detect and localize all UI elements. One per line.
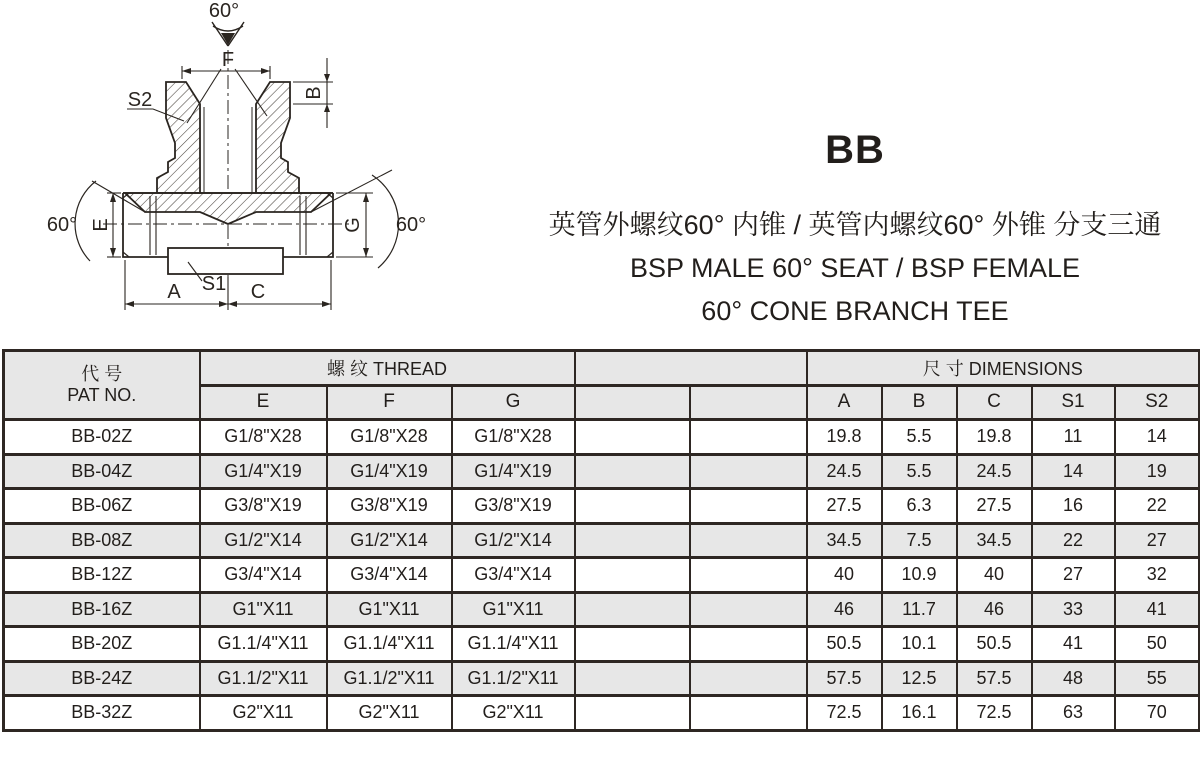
subtitles	[510, 204, 1200, 333]
cell-dim-a: 57.5	[807, 661, 882, 696]
cell-thread-g: G1"X11	[452, 592, 575, 627]
cell-dim-s2: 50	[1115, 627, 1200, 662]
header-pat-no-en: PAT NO.	[67, 385, 137, 405]
header-col-c: C	[957, 385, 1032, 420]
dim-label-e: E	[90, 218, 112, 232]
cell-dim-a: 24.5	[807, 454, 882, 489]
cell-blank-1	[575, 420, 690, 455]
cell-thread-e: G1/2"X14	[200, 523, 327, 558]
cell-thread-e: G1"X11	[200, 592, 327, 627]
cell-pat-no: BB-32Z	[4, 696, 200, 731]
cell-dim-c: 40	[957, 558, 1032, 593]
title-block	[510, 128, 1200, 333]
cell-thread-f: G2"X11	[327, 696, 452, 731]
header-col-s2: S2	[1115, 385, 1200, 420]
cell-dim-b: 12.5	[882, 661, 957, 696]
cell-thread-e: G1/8"X28	[200, 420, 327, 455]
header-col-blank-1	[575, 385, 690, 420]
cell-dim-c: 57.5	[957, 661, 1032, 696]
subtitle-chinese: 英管外螺纹60° 内锥 / 英管内螺纹60° 外锥 分支三通	[548, 210, 1162, 240]
cell-thread-e: G1.1/4"X11	[200, 627, 327, 662]
header-col-blank-2	[690, 385, 807, 420]
cell-thread-f: G1/8"X28	[327, 420, 452, 455]
cell-dim-s2: 14	[1115, 420, 1200, 455]
cell-blank-1	[575, 696, 690, 731]
cell-dim-c: 34.5	[957, 523, 1032, 558]
table-row	[4, 696, 1200, 731]
cell-dim-s1: 22	[1032, 523, 1115, 558]
branch-wall-left	[157, 82, 200, 193]
dim-center-arrow-right	[228, 301, 237, 307]
cell-dim-a: 50.5	[807, 627, 882, 662]
table-row	[4, 627, 1200, 662]
cell-thread-f: G1/2"X14	[327, 523, 452, 558]
cell-dim-b: 5.5	[882, 420, 957, 455]
cell-thread-g: G2"X11	[452, 696, 575, 731]
cell-thread-f: G1.1/2"X11	[327, 661, 452, 696]
cell-dim-c: 72.5	[957, 696, 1032, 731]
cell-dim-s1: 16	[1032, 489, 1115, 524]
header-blank-group	[575, 351, 807, 386]
cell-blank-1	[575, 558, 690, 593]
series-title: BB	[825, 128, 885, 172]
header-row-groups	[4, 351, 1200, 386]
header-pat-no	[4, 351, 200, 420]
cell-dim-c: 19.8	[957, 420, 1032, 455]
cell-dim-b: 10.1	[882, 627, 957, 662]
header-col-e: E	[200, 385, 327, 420]
cell-thread-g: G3/8"X19	[452, 489, 575, 524]
cell-dim-s2: 27	[1115, 523, 1200, 558]
dim-center-arrow-left	[219, 301, 228, 307]
dim-label-f: F	[221, 49, 235, 71]
cell-dim-b: 5.5	[882, 454, 957, 489]
cell-thread-e: G1.1/2"X11	[200, 661, 327, 696]
table-row	[4, 558, 1200, 593]
cell-thread-f: G3/8"X19	[327, 489, 452, 524]
cell-thread-e: G3/4"X14	[200, 558, 327, 593]
header-thread-group: 螺 纹 THREAD	[200, 351, 575, 386]
cell-thread-g: G1/8"X28	[452, 420, 575, 455]
cone-extension-right	[311, 170, 392, 212]
cell-pat-no: BB-24Z	[4, 661, 200, 696]
subtitle-english-2: 60° CONE BRANCH TEE	[701, 296, 1009, 326]
cell-dim-s1: 33	[1032, 592, 1115, 627]
cell-dim-s1: 63	[1032, 696, 1115, 731]
cell-thread-g: G1/4"X19	[452, 454, 575, 489]
cell-pat-no: BB-12Z	[4, 558, 200, 593]
dim-g-arrow-bottom	[363, 248, 369, 257]
dim-c-arrow-right	[322, 301, 331, 307]
cell-dim-s1: 11	[1032, 420, 1115, 455]
table-row	[4, 420, 1200, 455]
header-col-f: F	[327, 385, 452, 420]
cell-thread-e: G3/8"X19	[200, 489, 327, 524]
cell-blank-2	[690, 523, 807, 558]
dim-f-arrow-right	[261, 68, 270, 74]
cell-blank-2	[690, 627, 807, 662]
cell-pat-no: BB-04Z	[4, 454, 200, 489]
cell-dim-a: 40	[807, 558, 882, 593]
cell-dim-s2: 41	[1115, 592, 1200, 627]
angle-label-left: 60°	[46, 214, 78, 236]
cell-thread-g: G1/2"X14	[452, 523, 575, 558]
cell-dim-a: 72.5	[807, 696, 882, 731]
cell-thread-g: G3/4"X14	[452, 558, 575, 593]
cell-pat-no: BB-02Z	[4, 420, 200, 455]
dim-label-a: A	[167, 281, 181, 303]
cell-dim-a: 19.8	[807, 420, 882, 455]
cell-pat-no: BB-20Z	[4, 627, 200, 662]
dim-e-arrow-bottom	[110, 248, 116, 257]
angle-arc-right	[372, 175, 399, 268]
cell-blank-1	[575, 454, 690, 489]
cell-dim-s1: 48	[1032, 661, 1115, 696]
cell-dim-s1: 27	[1032, 558, 1115, 593]
cell-thread-e: G1/4"X19	[200, 454, 327, 489]
angle-label-right: 60°	[395, 214, 427, 236]
cell-dim-c: 27.5	[957, 489, 1032, 524]
cell-dim-s1: 41	[1032, 627, 1115, 662]
cell-dim-s1: 14	[1032, 454, 1115, 489]
table-row	[4, 454, 1200, 489]
table-row	[4, 523, 1200, 558]
cell-blank-1	[575, 489, 690, 524]
dim-label-b: B	[303, 86, 325, 100]
dim-label-g: G	[342, 217, 364, 233]
dim-label-s2: S2	[127, 89, 153, 111]
cell-blank-2	[690, 592, 807, 627]
technical-drawing	[0, 0, 460, 345]
cell-dim-s2: 55	[1115, 661, 1200, 696]
cell-pat-no: BB-08Z	[4, 523, 200, 558]
cell-thread-g: G1.1/2"X11	[452, 661, 575, 696]
header-col-a: A	[807, 385, 882, 420]
header-pat-no-cn: 代 号	[81, 364, 123, 384]
table-row	[4, 661, 1200, 696]
dim-f-arrow-left	[182, 68, 191, 74]
angle-label-top: 60°	[208, 0, 240, 22]
cell-pat-no: BB-16Z	[4, 592, 200, 627]
cell-dim-b: 6.3	[882, 489, 957, 524]
cell-blank-1	[575, 627, 690, 662]
cell-dim-c: 50.5	[957, 627, 1032, 662]
dim-g-arrow-top	[363, 193, 369, 202]
table-row	[4, 592, 1200, 627]
cell-blank-2	[690, 454, 807, 489]
fitting-section-drawing	[0, 0, 460, 345]
cell-thread-e: G2"X11	[200, 696, 327, 731]
cell-blank-2	[690, 558, 807, 593]
spec-table	[2, 349, 1200, 732]
cell-blank-1	[575, 661, 690, 696]
cell-dim-c: 24.5	[957, 454, 1032, 489]
table-row	[4, 489, 1200, 524]
cell-dim-b: 7.5	[882, 523, 957, 558]
cell-blank-1	[575, 592, 690, 627]
cell-thread-f: G1.1/4"X11	[327, 627, 452, 662]
cell-blank-2	[690, 420, 807, 455]
cell-dim-c: 46	[957, 592, 1032, 627]
cell-thread-f: G3/4"X14	[327, 558, 452, 593]
header-dimensions-group: 尺 寸 DIMENSIONS	[807, 351, 1200, 386]
cell-blank-1	[575, 523, 690, 558]
dim-label-s1: S1	[201, 273, 227, 295]
dim-label-c: C	[250, 281, 266, 303]
cell-thread-f: G1/4"X19	[327, 454, 452, 489]
dim-a-arrow-left	[125, 301, 134, 307]
cell-dim-b: 11.7	[882, 592, 957, 627]
header-col-s1: S1	[1032, 385, 1115, 420]
branch-wall-right	[256, 82, 299, 193]
subtitle-english-1: BSP MALE 60° SEAT / BSP FEMALE	[630, 253, 1080, 283]
cell-pat-no: BB-06Z	[4, 489, 200, 524]
dim-b-arrow-top	[324, 74, 330, 82]
header-col-g: G	[452, 385, 575, 420]
cell-dim-s2: 32	[1115, 558, 1200, 593]
hex-band	[168, 248, 283, 274]
cell-dim-a: 46	[807, 592, 882, 627]
cell-dim-b: 10.9	[882, 558, 957, 593]
cell-dim-s2: 19	[1115, 454, 1200, 489]
cell-dim-b: 16.1	[882, 696, 957, 731]
header-col-b: B	[882, 385, 957, 420]
cell-blank-2	[690, 661, 807, 696]
cell-dim-s2: 22	[1115, 489, 1200, 524]
cell-thread-g: G1.1/4"X11	[452, 627, 575, 662]
cell-blank-2	[690, 489, 807, 524]
dim-b-arrow-bottom	[324, 104, 330, 112]
cell-blank-2	[690, 696, 807, 731]
cell-thread-f: G1"X11	[327, 592, 452, 627]
cell-dim-s2: 70	[1115, 696, 1200, 731]
cell-dim-a: 27.5	[807, 489, 882, 524]
cell-dim-a: 34.5	[807, 523, 882, 558]
